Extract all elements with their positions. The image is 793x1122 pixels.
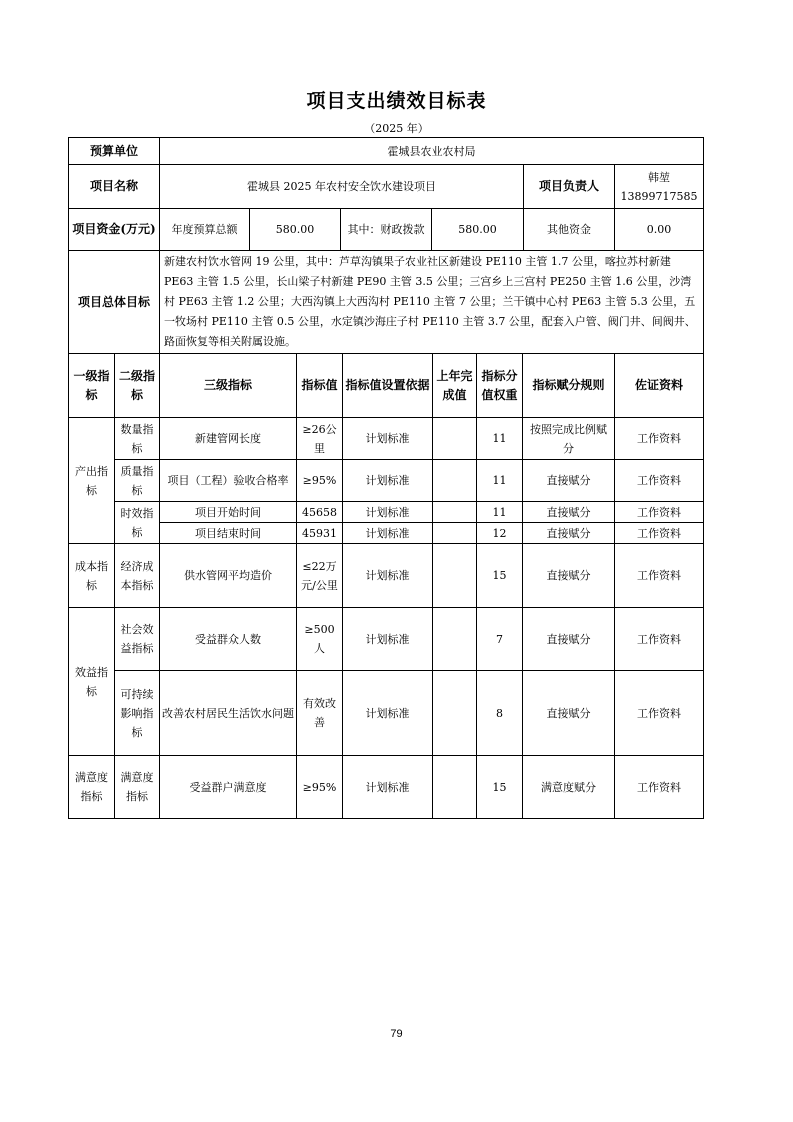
- indicator-table: [68, 353, 704, 819]
- row-weight: 11: [477, 502, 523, 523]
- row-evidence: 工作资料: [615, 756, 704, 819]
- fiscal-value: 580.00: [432, 209, 524, 251]
- page-title: 项目支出绩效目标表: [306, 90, 487, 112]
- row-level2: 满意度指标: [115, 756, 160, 819]
- row-last-year: [433, 608, 477, 671]
- row-level2: 质量指标: [115, 460, 160, 502]
- row-last-year: [433, 671, 477, 756]
- year-label: （2025 年）: [364, 122, 429, 135]
- row-value: ≥95%: [297, 756, 343, 819]
- row-last-year: [433, 502, 477, 523]
- table-row: [69, 523, 704, 544]
- row-rule: 直接赋分: [523, 544, 615, 608]
- fiscal-label: 其中：财政拨款: [341, 209, 432, 251]
- row-level2: 经济成本指标: [115, 544, 160, 608]
- row-last-year: [433, 756, 477, 819]
- row-level3: 项目结束时间: [160, 523, 297, 544]
- row-rule: 按照完成比例赋分: [523, 418, 615, 460]
- row-value: ≤22万元/公里: [297, 544, 343, 608]
- row-evidence: 工作资料: [615, 608, 704, 671]
- overall-goal-label: 项目总体目标: [69, 251, 160, 354]
- table-row: [69, 460, 704, 502]
- row-value: ≥500人: [297, 608, 343, 671]
- row-rule: 直接赋分: [523, 671, 615, 756]
- table-row: [69, 418, 704, 460]
- table-row: [69, 544, 704, 608]
- row-basis: 计划标准: [343, 608, 433, 671]
- group-satisfaction: 满意度指标: [69, 756, 115, 819]
- row-last-year: [433, 418, 477, 460]
- row-evidence: 工作资料: [615, 544, 704, 608]
- row-weight: 15: [477, 756, 523, 819]
- row-weight: 11: [477, 418, 523, 460]
- row-basis: 计划标准: [343, 418, 433, 460]
- row-value: ≥95%: [297, 460, 343, 502]
- row-rule: 直接赋分: [523, 460, 615, 502]
- project-name-label: 项目名称: [69, 165, 160, 209]
- group-output: 产出指标: [69, 418, 115, 544]
- row-value: 45931: [297, 523, 343, 544]
- table-row: [69, 502, 704, 523]
- budget-unit-label: 预算单位: [69, 138, 160, 165]
- row-level3: 改善农村居民生活饮水问题: [160, 671, 297, 756]
- row-value: 有效改善: [297, 671, 343, 756]
- row-value: ≥26公里: [297, 418, 343, 460]
- group-benefit: 效益指标: [69, 608, 115, 756]
- leader-cell: [615, 165, 704, 209]
- row-basis: 计划标准: [343, 502, 433, 523]
- budget-unit-value: 霍城县农业农村局: [160, 138, 704, 165]
- row-evidence: 工作资料: [615, 502, 704, 523]
- project-name-value: 霍城县 2025 年农村安全饮水建设项目: [160, 165, 524, 209]
- leader-name: 韩堃: [648, 170, 670, 184]
- header-rule: 指标赋分规则: [523, 354, 615, 418]
- row-evidence: 工作资料: [615, 460, 704, 502]
- row-rule: 满意度赋分: [523, 756, 615, 819]
- row-last-year: [433, 460, 477, 502]
- row-rule: 直接赋分: [523, 523, 615, 544]
- page-number: 79: [390, 1028, 403, 1040]
- row-level3: 供水管网平均造价: [160, 544, 297, 608]
- row-rule: 直接赋分: [523, 502, 615, 523]
- row-weight: 11: [477, 460, 523, 502]
- leader-label: 项目负责人: [524, 165, 615, 209]
- row-weight: 7: [477, 608, 523, 671]
- header-level3: 三级指标: [160, 354, 297, 418]
- annual-budget-label: 年度预算总额: [160, 209, 250, 251]
- row-basis: 计划标准: [343, 671, 433, 756]
- row-basis: 计划标准: [343, 523, 433, 544]
- row-level2: 时效指标: [115, 502, 160, 544]
- leader-phone: 13899717585: [620, 189, 698, 203]
- row-level3: 项目开始时间: [160, 502, 297, 523]
- row-level3: 新建管网长度: [160, 418, 297, 460]
- row-basis: 计划标准: [343, 756, 433, 819]
- row-level3: 项目（工程）验收合格率: [160, 460, 297, 502]
- project-info-table: [68, 137, 704, 354]
- group-cost: 成本指标: [69, 544, 115, 608]
- header-last-year: 上年完成值: [433, 354, 477, 418]
- row-level2: 数量指标: [115, 418, 160, 460]
- overall-goal-text: 新建农村饮水管网 19 公里，其中：芦草沟镇果子农业社区新建设 PE110 主管 1.7 公里，喀拉苏村新建 PE63 主管 1.5 公里，长山梁子村新建 PE90 主管 3.5 公里；三宫乡上三宫村 PE250 主管 1.6 公里，沙湾村 PE63 主管 1.2 公里；大西沟镇上大西沟村 PE110 主管 7 公里；兰干镇中心村 PE63 主管 5.3 公里，五一牧场村 PE110 主管 0.5 公里，水定镇沙海庄子村 PE110 主管 3.7 公里，配套入户管、阀门井、间阀井、路面恢复等相关附属设施。: [160, 251, 704, 354]
- header-value: 指标值: [297, 354, 343, 418]
- table-row: [69, 756, 704, 819]
- row-level3: 受益群户满意度: [160, 756, 297, 819]
- funds-label: 项目资金(万元): [69, 209, 160, 251]
- row-value: 45658: [297, 502, 343, 523]
- table-row: [69, 608, 704, 671]
- row-evidence: 工作资料: [615, 418, 704, 460]
- row-weight: 12: [477, 523, 523, 544]
- row-evidence: 工作资料: [615, 671, 704, 756]
- row-weight: 8: [477, 671, 523, 756]
- row-basis: 计划标准: [343, 544, 433, 608]
- table-row: [69, 671, 704, 756]
- row-rule: 直接赋分: [523, 608, 615, 671]
- header-weight: 指标分值权重: [477, 354, 523, 418]
- header-level1: 一级指标: [69, 354, 115, 418]
- row-last-year: [433, 544, 477, 608]
- row-level2: 社会效益指标: [115, 608, 160, 671]
- header-level2: 二级指标: [115, 354, 160, 418]
- row-basis: 计划标准: [343, 460, 433, 502]
- row-weight: 15: [477, 544, 523, 608]
- other-funds-label: 其他资金: [524, 209, 615, 251]
- row-evidence: 工作资料: [615, 523, 704, 544]
- row-level3: 受益群众人数: [160, 608, 297, 671]
- row-last-year: [433, 523, 477, 544]
- other-funds-value: 0.00: [615, 209, 704, 251]
- row-level2: 可持续影响指标: [115, 671, 160, 756]
- header-evidence: 佐证资料: [615, 354, 704, 418]
- header-basis: 指标值设置依据: [343, 354, 433, 418]
- annual-budget-value: 580.00: [250, 209, 341, 251]
